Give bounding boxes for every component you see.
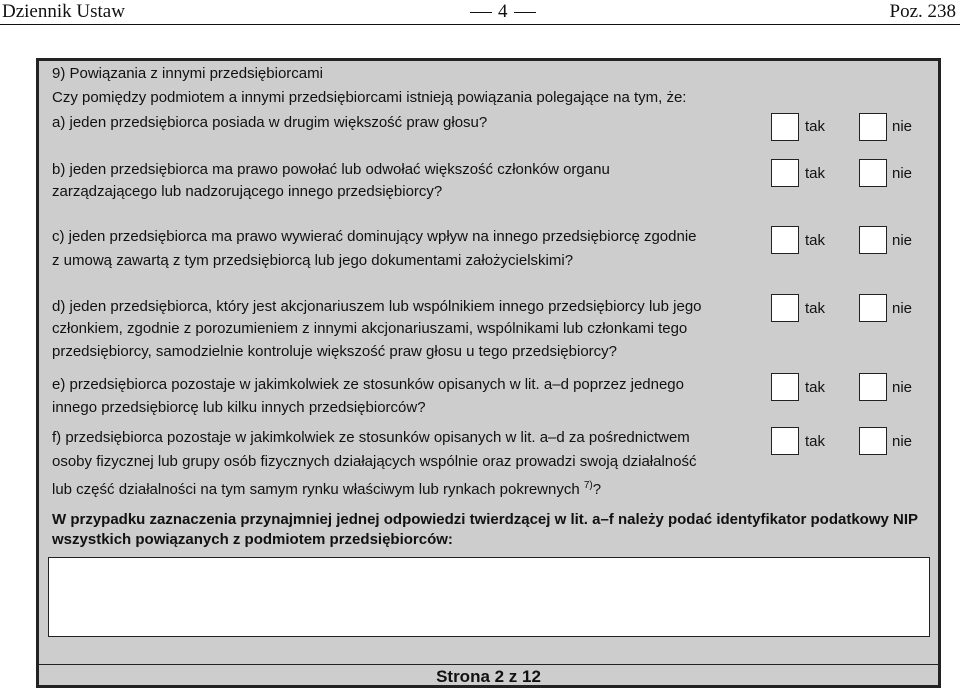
section-intro: Czy pomiędzy podmiotem a innymi przedsiębiorcami istnieją powiązania polegające na tym, że: <box>52 89 687 106</box>
no-label: nie <box>892 232 913 249</box>
question-e-no-checkbox[interactable] <box>859 373 887 401</box>
question-d-line-1: d) jeden przedsiębiorca, który jest akcjonariuszem lub wspólnikiem innego przedsiębiorcy lub jego <box>52 298 702 315</box>
question-a: a) jeden przedsiębiorca posiada w drugim większość praw głosu? <box>52 114 488 131</box>
no-label: nie <box>892 118 913 135</box>
page-counter: Strona 2 z 12 <box>436 667 541 686</box>
page-header <box>0 0 960 24</box>
question-e-yes-checkbox[interactable] <box>771 373 799 401</box>
question-d-no-checkbox[interactable] <box>859 294 887 322</box>
question-d-line-2: członkiem, zgodnie z porozumieniem z innymi akcjonariuszami, wspólnikami lub członkami tego <box>52 320 688 337</box>
footer-rule <box>39 664 938 665</box>
question-b-line-2: zarządzającego lub nadzorującego innego przedsiębiorcy? <box>52 183 443 200</box>
question-b-no-checkbox[interactable] <box>859 159 887 187</box>
question-e-line-1: e) przedsiębiorca pozostaje w jakimkolwiek ze stosunków opisanych w lit. a–d poprzez jednego <box>52 376 684 393</box>
question-d-line-3: przedsiębiorcy, samodzielnie kontroluje większość praw głosu u tego przedsiębiorcy? <box>52 343 617 360</box>
yes-label: tak <box>805 433 826 450</box>
yes-label: tak <box>805 232 826 249</box>
question-a-no-checkbox[interactable] <box>859 113 887 141</box>
question-c-line-1: c) jeden przedsiębiorca ma prawo wywierać dominujący wpływ na innego przedsiębiorcę zgodnie <box>52 228 697 245</box>
journal-title: Dziennik Ustaw <box>2 1 125 22</box>
no-label: nie <box>892 433 913 450</box>
yes-label: tak <box>805 118 826 135</box>
question-c-no-checkbox[interactable] <box>859 226 887 254</box>
question-c-yes-checkbox[interactable] <box>771 226 799 254</box>
nip-instruction-line-2: wszystkich powiązanych z podmiotem przedsiębiorców: <box>52 531 453 548</box>
no-label: nie <box>892 379 913 396</box>
no-label: nie <box>892 165 913 182</box>
question-f-line-1: f) przedsiębiorca pozostaje w jakimkolwiek ze stosunków opisanych w lit. a–d za pośrednictwem <box>52 429 690 446</box>
question-d-yes-checkbox[interactable] <box>771 294 799 322</box>
yes-label: tak <box>805 300 826 317</box>
no-label: nie <box>892 300 913 317</box>
form-panel <box>36 58 941 688</box>
question-f-line-2: osoby fizycznej lub grupy osób fizycznych działających wspólnie oraz prowadzi swoją działalność <box>52 453 697 470</box>
section-title: 9) Powiązania z innymi przedsiębiorcami <box>52 65 323 82</box>
question-a-yes-checkbox[interactable] <box>771 113 799 141</box>
yes-label: tak <box>805 165 826 182</box>
question-f-yes-checkbox[interactable] <box>771 427 799 455</box>
page-number: 4 <box>464 1 542 23</box>
footnote-ref: 7) <box>583 480 593 491</box>
question-b-yes-checkbox[interactable] <box>771 159 799 187</box>
position-number: Poz. 238 <box>889 1 956 22</box>
question-f-line-3: lub część działalności na tym samym rynku właściwym lub rynkach pokrewnych $^{7)}$? <box>52 480 602 498</box>
yes-label: tak <box>805 379 826 396</box>
nip-instruction-line-1: W przypadku zaznaczenia przynajmniej jednej odpowiedzi twierdzącej w lit. a–f należy podać identyfikator podatkowy NIP <box>52 511 919 528</box>
question-c-line-2: z umową zawartą z tym przedsiębiorcą lub jego dokumentami założycielskimi? <box>52 252 574 269</box>
header-rule <box>0 24 960 25</box>
question-b-line-1: b) jeden przedsiębiorca ma prawo powołać lub odwołać większość członków organu <box>52 161 610 178</box>
question-e-line-2: innego przedsiębiorcę lub kilku innych przedsiębiorców? <box>52 399 426 416</box>
question-f-no-checkbox[interactable] <box>859 427 887 455</box>
nip-input-field[interactable] <box>48 557 930 637</box>
